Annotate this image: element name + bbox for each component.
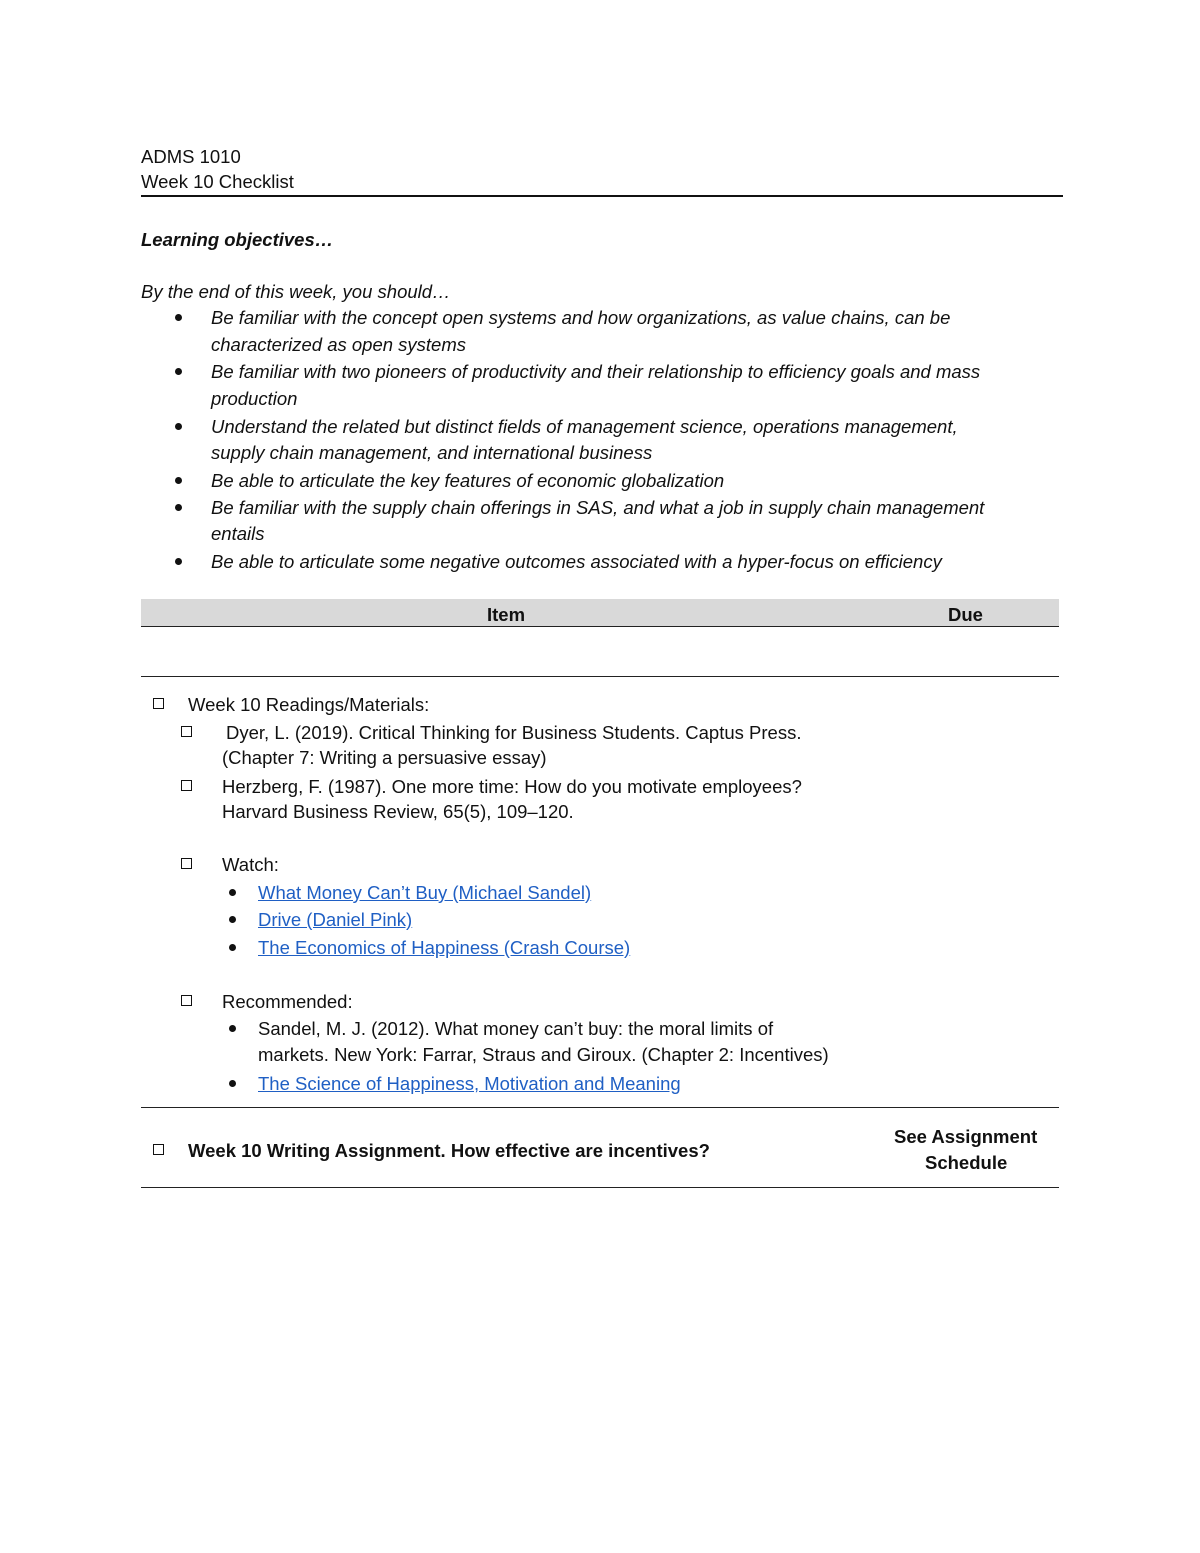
watch-label: Watch:	[222, 854, 279, 875]
column-header-item: Item	[487, 604, 526, 625]
checkbox-watch[interactable]	[181, 858, 192, 869]
checkbox-reading-herzberg[interactable]	[181, 780, 192, 791]
table-header	[141, 599, 1059, 626]
bullet-icon	[229, 916, 236, 923]
reading-herzberg: Herzberg, F. (1987). One more time: How do you motivate employees?	[222, 776, 802, 797]
link-economics-of-happiness[interactable]: The Economics of Happiness (Crash Course)	[258, 937, 631, 958]
table-row-divider	[141, 676, 1059, 677]
objectives-intro: By the end of this week, you should…	[141, 281, 451, 302]
bullet-icon	[175, 477, 182, 484]
table-bottom-rule	[141, 1187, 1059, 1188]
objective-line: entails	[211, 523, 265, 544]
checkbox-recommended[interactable]	[181, 995, 192, 1006]
bullet-icon	[175, 423, 182, 430]
table-row-divider	[141, 1107, 1059, 1108]
link-science-of-happiness[interactable]: The Science of Happiness, Motivation and Meaning	[258, 1073, 681, 1094]
objective-line: Be familiar with two pioneers of productivity and their relationship to efficiency goals and mass	[211, 361, 981, 382]
objective-line: Understand the related but distinct fields of management science, operations management,	[211, 416, 958, 437]
checkbox-assignment[interactable]	[153, 1144, 164, 1155]
bullet-icon	[175, 314, 182, 321]
objective-line: characterized as open systems	[211, 334, 467, 355]
bullet-icon	[175, 558, 182, 565]
readings-label: Week 10 Readings/Materials:	[188, 694, 430, 715]
checkbox-readings[interactable]	[153, 698, 164, 709]
recommended-sandel-publisher: markets. New York: Farrar, Straus and Giroux. (Chapter 2: Incentives)	[258, 1044, 829, 1065]
objective-line: production	[211, 388, 298, 409]
bullet-icon	[229, 889, 236, 896]
objective-line: Be able to articulate some negative outcomes associated with a hyper-focus on efficiency	[211, 551, 942, 572]
objective-line: Be familiar with the supply chain offerings in SAS, and what a job in supply chain management	[211, 497, 985, 518]
objectives-heading: Learning objectives…	[141, 229, 334, 250]
objective-line: supply chain management, and international business	[211, 442, 653, 463]
bullet-icon	[175, 504, 182, 511]
bullet-icon	[229, 1025, 236, 1032]
course-code: ADMS 1010	[141, 146, 241, 167]
link-drive[interactable]: Drive (Daniel Pink)	[258, 909, 413, 930]
column-header-due: Due	[948, 604, 983, 625]
assignment-due-line2: Schedule	[925, 1152, 1008, 1173]
link-what-money-cant-buy[interactable]: What Money Can’t Buy (Michael Sandel)	[258, 882, 592, 903]
reading-herzberg-source: Harvard Business Review, 65(5), 109–120.	[222, 801, 574, 822]
bullet-icon	[229, 1080, 236, 1087]
bullet-icon	[175, 368, 182, 375]
reading-dyer: Dyer, L. (2019). Critical Thinking for Business Students. Captus Press.	[226, 722, 802, 743]
checkbox-reading-dyer[interactable]	[181, 726, 192, 737]
objective-line: Be able to articulate the key features of economic globalization	[211, 470, 725, 491]
bullet-icon	[229, 944, 236, 951]
page-title: Week 10 Checklist	[141, 171, 294, 192]
recommended-label: Recommended:	[222, 991, 353, 1012]
reading-dyer-chapter: (Chapter 7: Writing a persuasive essay)	[222, 747, 547, 768]
table-header-rule	[141, 626, 1059, 627]
assignment-label: Week 10 Writing Assignment. How effective are incentives?	[188, 1140, 710, 1161]
header-divider	[141, 195, 1063, 197]
assignment-due-line1: See Assignment	[894, 1126, 1038, 1147]
objective-line: Be familiar with the concept open systems and how organizations, as value chains, can be	[211, 307, 951, 328]
recommended-sandel: Sandel, M. J. (2012). What money can’t buy: the moral limits of	[258, 1018, 774, 1039]
